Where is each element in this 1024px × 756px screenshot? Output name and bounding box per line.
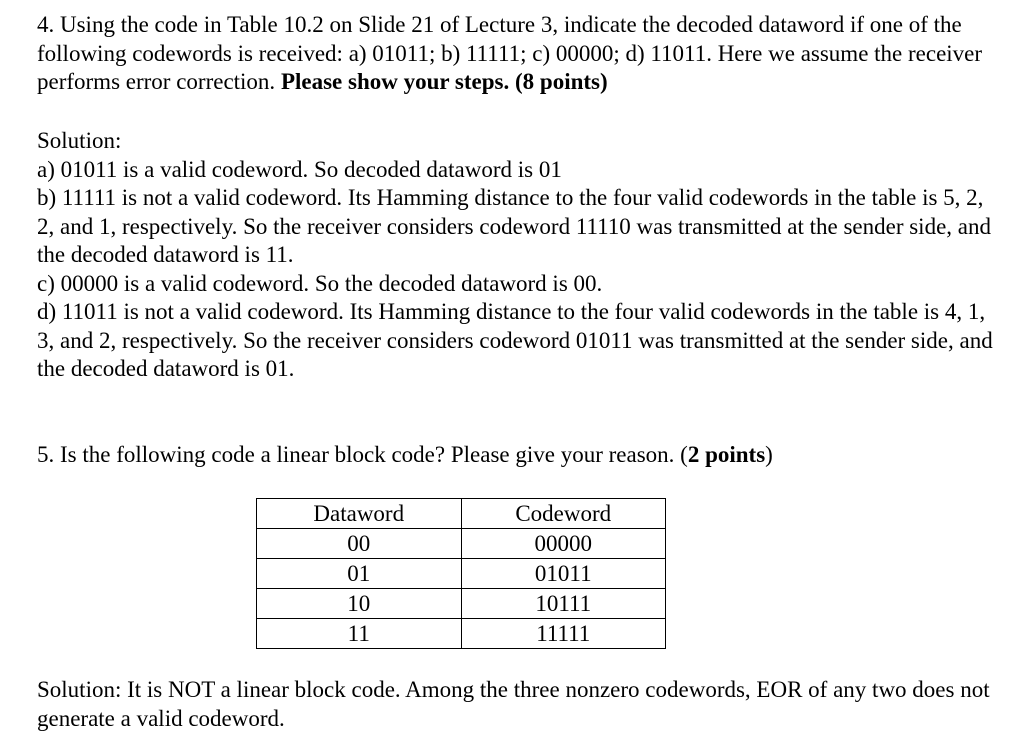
table-row: [257, 619, 666, 649]
table-row: [257, 529, 666, 559]
question-4-points: 8 points: [522, 69, 601, 94]
question-5-points: 2 points: [687, 442, 766, 467]
solution-4-part-a: a) 01011 is a valid codeword. So decoded dataword is 01: [37, 156, 562, 182]
table-cell-dataword: 11: [257, 619, 462, 649]
table-cell-codeword: 11111: [461, 619, 666, 649]
table-cell-dataword: 10: [257, 589, 462, 619]
solution-4-part-b: b) 11111 is not a valid codeword. Its Hamming distance to the four valid codewords in the table is 5, 2, 2, and 1, respectively. So the receiver considers codeword 11110 was transmitted at the sender side, and the decoded dataword is 11.: [37, 185, 991, 267]
question-4-text: [37, 11, 1002, 97]
question-4: [37, 11, 1002, 97]
question-4-mid: . (: [503, 69, 523, 94]
solution-4: [37, 127, 1002, 384]
question-5: [37, 441, 1002, 470]
table-row: [257, 589, 666, 619]
table-row: [257, 559, 666, 589]
solution-4-part-c: c) 00000 is a valid codeword. So the decoded dataword is 00.: [37, 270, 603, 296]
question-4-end: ): [600, 69, 608, 94]
code-table: [256, 498, 666, 649]
question-4-body: 4. Using the code in Table 10.2 on Slide 21 of Lecture 3, indicate the decoded dataword if one of the following codewords is received: a) 01011; b) 11111; c) 00000; d) 11011. Here we assume the receiver performs error correction.: [37, 12, 983, 94]
question-5-text: [37, 441, 1002, 470]
solution-5: [37, 676, 1002, 733]
question-4-steps-emphasis: Please show your steps: [280, 69, 504, 94]
question-5-end: ): [765, 442, 773, 467]
table-header-row: [257, 499, 666, 529]
table-cell-codeword: 00000: [461, 529, 666, 559]
solution-5-text: Solution: It is NOT a linear block code. Among the three nonzero codewords, EOR of any two does not generate a valid codeword.: [37, 677, 990, 731]
table-cell-dataword: 00: [257, 529, 462, 559]
table-cell-codeword: 01011: [461, 559, 666, 589]
table-header-dataword: Dataword: [257, 499, 462, 529]
table-cell-codeword: 10111: [461, 589, 666, 619]
table-cell-dataword: 01: [257, 559, 462, 589]
question-5-body: 5. Is the following code a linear block code? Please give your reason. (: [37, 442, 688, 467]
solution-4-heading: Solution:: [37, 128, 122, 153]
solution-4-part-d: d) 11011 is not a valid codeword. Its Hamming distance to the four valid codewords in the table is 4, 1, 3, and 2, respectively. So the receiver considers codeword 01011 was transmitted at the sender side, and the decoded dataword is 01.: [37, 299, 993, 381]
table-header-codeword: Codeword: [461, 499, 666, 529]
